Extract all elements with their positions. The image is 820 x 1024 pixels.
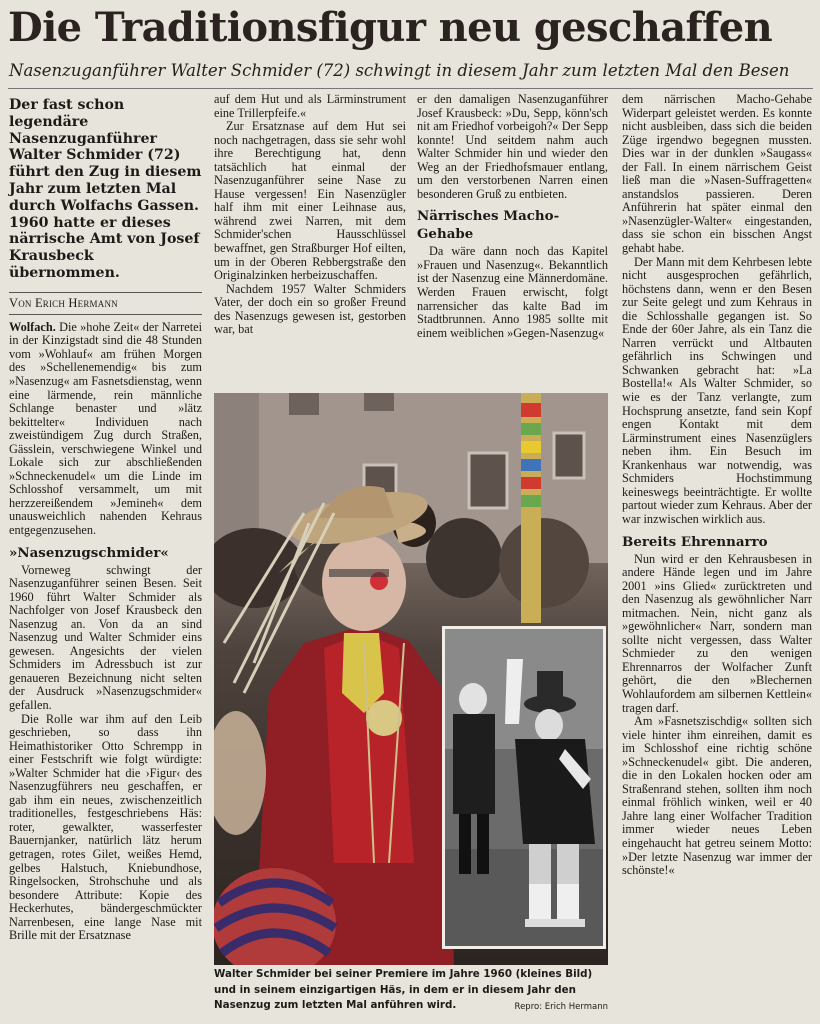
paragraph: er den damaligen Nasenzuganführer Josef Krausbeck: »Du, Sepp, könn'sch nit am Friedhof vorbeigoh?« Der Sepp konnte! Und seitdem nahm auch Walter Schmider hin und wieder den Weg an der Friedhofsmauer entlang, um den verstorbenen Narren einen besonderen Gruß zu entbieten.	[417, 92, 608, 201]
paragraph: Nun wird er den Kehrausbesen in andere Hände legen und im Jahre 2001 »ins Glied« zurücktreten und den Nasenzug als gewöhnlicher Narr mitmachen. Nein, nicht ganz als »gewöhnlicher« Narr, sondern man sollte nicht vergessen, dass Walter Schmieder zu den wenigen Ehrennarros der Wolfacher Zunft gehört, die den »Blechernen Wohlaufordem am silbernen Kettlein« tragen darf.	[622, 551, 812, 715]
main-photo	[214, 393, 608, 965]
caption-text: Walter Schmider bei seiner Premiere im Jahre 1960 (kleines Bild) und in seinem einzigartigen Häs, in dem er in diesem Jahr den Nasenzug zum letzten Mal anführen wird.	[214, 968, 593, 1011]
inset-photo-1960	[442, 626, 606, 949]
headline: Die Traditionsfigur neu geschaffen	[8, 4, 773, 51]
paragraph: Die »hohe Zeit« der Narretei in der Kinzigstadt sind die 48 Stunden vom »Wohlauf« am frühen Morgen des »Schellenemendig« bis zum »Nasenzug« am Fasnetsdienstag, wenn eine lärmende, rein männliche Schlange benaster und »lätz bekittelter« Individuen nach zweistündigem Zug durch Straßen, Gässlein, verschwiegene Winkel und Lokale sich zur abschließenden »Schneckenudel« um die Linde im Schlosshof versammelt, um mit herzzereißendem »Jemineh« dem unausweichlich nahenden Kehraus entgegenzusehen.	[9, 319, 202, 537]
divider	[8, 88, 813, 89]
paragraph: Nachdem 1957 Walter Schmiders Vater, der doch ein so großer Freund des Nasenzugs gewesen ist, gestorben war, bat	[214, 281, 406, 337]
paragraph: Da wäre dann noch das Kapitel »Frauen und Nasenzug«. Bekanntlich ist der Nasenzug eine Männerdomäne. Werden Frauen erwischt, folgt narrensicher das kalte Bad im Stadtbrunnen. Anno 1985 sollte mit einem weiblichen »Gegen-Nasenzug«	[417, 244, 608, 340]
photo-caption	[214, 967, 608, 1021]
column-4	[622, 93, 812, 878]
column-3	[417, 93, 608, 340]
paragraph: auf dem Hut und als Lärminstrument eine Trillerpfeife.«	[214, 92, 406, 120]
column-2	[214, 93, 406, 337]
dateline: Wolfach.	[9, 319, 56, 334]
inset-photo-illustration	[445, 629, 603, 946]
paragraph: Am »Fasnetszischdig« sollten sich viele hinter ihm einreihen, damit es im Schlosshof eine richtig schöne »Schneckenudel« gibt. Die anderen, die in den Lokalen hocken oder am Straßenrand stehen, sollten ihm noch einmal fröhlich winken, weil er 40 Jahre lang einer Wolfacher Tradition immer wieder neues Leben eingehaucht hat getreu seinem Motto: »Der letzte Nasenzug war immer der schönste!«	[622, 714, 812, 878]
paragraph: Der Mann mit dem Kehrbesen lebte nicht ausgesprochen gefährlich, höchstens dann, wenn er den Besen zur Seite gelegt und zum Kehraus in die Schlosshalle gegangen ist. So Ende der 60er Jahre, als ein Tanz die Narren verrückt und Altbauten gefährlich ins Schwingen und Schwanken gebracht hat: »La Bostella!« Als Walter Schmider, so wie es der Tanz verlangte, zum Hochsprung ansetzte, fand sein Kopf engen Kontakt mit dem Lärminstrument eines Nasenzüglers neben ihm. Ein Besuch im Krankenhaus war notwendig, was Schmiders Hochstimmung keineswegs beeinträchtigte. Er wollte partout wieder zum Kehraus. Aber der war inzwischen wirklich aus.	[622, 254, 812, 526]
paragraph: dem närrischen Macho-Gehabe Widerpart geleistet werden. Es konnte nicht ausbleiben, dass sich die beiden Züge irgendwo begegnen mussten. Dies war in der dunklen »Saugass« der Fall. In einem närrischem Geist ließ man die »Nasen-Suffragetten« anstandslos passieren. Deren Anführerin hat später einmal den »Nasenzügler-Walter« eingestanden, dass sie schon ein bisschen Angst gehabt habe.	[622, 92, 812, 256]
section-heading: Närrisches Macho-Gehabe	[417, 208, 560, 243]
photo-credit: Repro: Erich Hermann	[514, 1002, 608, 1012]
section-heading: »Nasenzugschmider«	[9, 544, 169, 561]
intro-paragraph: Der fast schon legendäre Nasenzuganführer Walter Schmider (72) führt den Zug in diesem Jahr zum letzten Mal durch Wolfachs Gassen. 1960 hatte er dieses närrische Amt von Josef Krausbeck übernommen.	[9, 97, 202, 281]
section-heading: Bereits Ehrennarro	[622, 533, 768, 550]
column-1	[9, 97, 202, 943]
paragraph: Zur Ersatznase auf dem Hut sei noch nachgetragen, dass sie sehr wohl ihre Berechtigung hat, denn tatsächlich hat einmal der Nasenzuganführer seine Nase zu Hause vergessen! Ein Nasenzügler half ihm mit einer Leihnase aus, während zwei Narren, mit dem Schmider'schen Hausschlüssel bewaffnet, gen Straßburger Hof eilten, um in der Oberen Rebbergstraße den Originalzinken herbeizuschaffen.	[214, 119, 406, 283]
byline-rule-bottom	[9, 314, 202, 315]
paragraph: Die Rolle war ihm auf den Leib geschrieben, so dass ihn Heimathistoriker Otto Schrempp in einer Festschrift wie folgt würdigte: »Walter Schmider hat die ›Figur‹ des Nasenzugführers neu geschaffen, er gab ihm ein neues, zwischenzeitlich traditionelles, festgeschriebens Häs: roter, gewalkter, wasserfester Bauernjanker, natürlich lätz herum getragen, rotes Gilet, weißes Hemd, gelbes Halstuch, Kniebundhose, Ringelsocken, Strohschuhe und als besondere Attribute: Kopie des Heckerhutes, bändergeschmückter Narrenbesen, eine lange Nase mit Brille mit der Ersatznase	[9, 711, 202, 943]
byline-rule	[9, 292, 202, 293]
subheadline: Nasenzuganführer Walter Schmider (72) schwingt in diesem Jahr zum letzten Mal den Besen	[9, 61, 790, 80]
paragraph: Vorneweg schwingt der Nasenzuganführer seinen Besen. Seit 1960 führt Walter Schmider als Nachfolger von Josef Krausbeck den Nasenzug an. Von da an sind Nasenzug und Walter Schmider eins gewesen. Angesichts der vielen Schmiders im Adressbuch ist zur genaueren Bezeichnung nicht selten der Ausdruck »Nasenzugschmider« gefallen.	[9, 562, 202, 712]
byline: Von Erich Hermann	[9, 295, 118, 310]
